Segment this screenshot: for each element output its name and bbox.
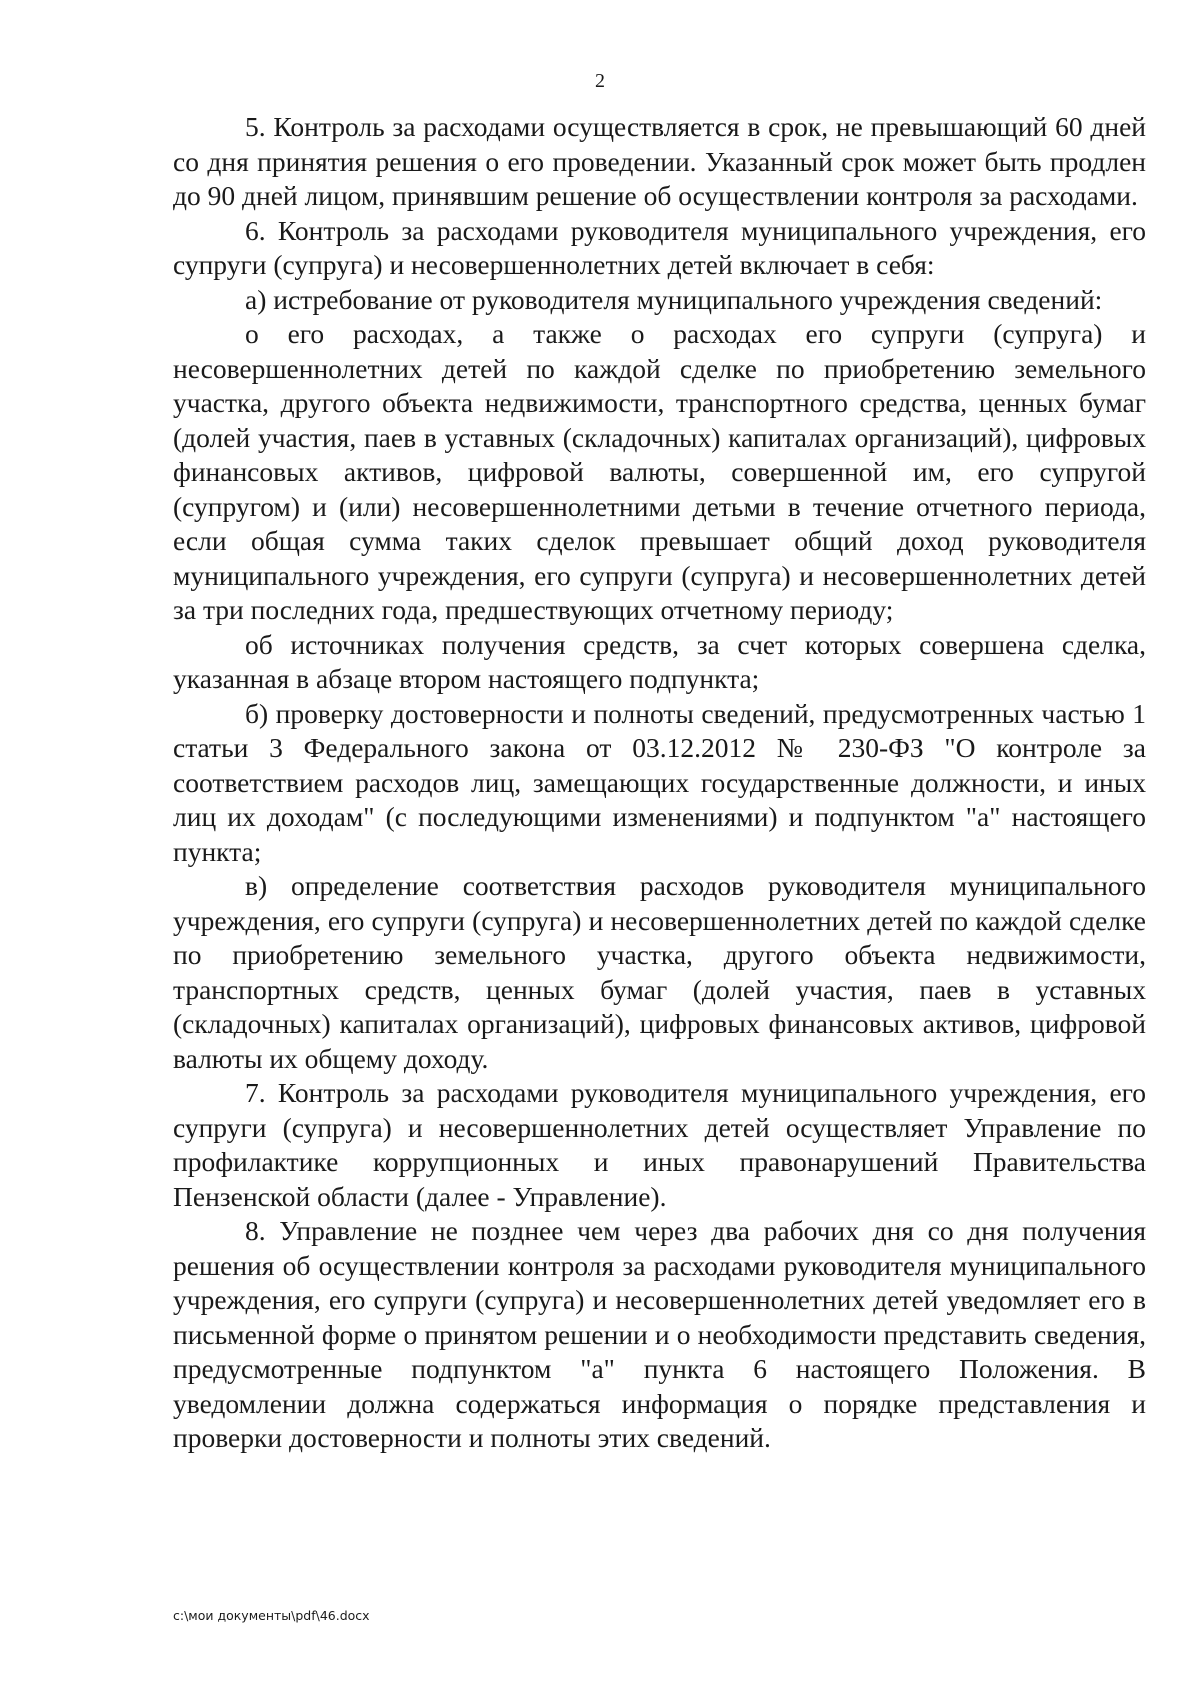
paragraph-7-authority: 7. Контроль за расходами руководителя муниципального учреждения, его супруги (супруга) и несовершеннолетних детей осуществляет Управление по профилактике коррупционных и иных правонарушений Правительства Пензенской области (далее - Управление). bbox=[173, 1077, 1146, 1212]
paragraph-5-control-term: 5. Контроль за расходами осуществляется в срок, не превышающий 60 дней со дня принятия решения о его проведении. Указанный срок может быть продлен до 90 дней лицом, принявшим решение об осуществлении контроля за расходами. bbox=[173, 111, 1146, 211]
subparagraph-a-request: а) истребование от руководителя муниципального учреждения сведений: bbox=[245, 283, 1103, 315]
footer-file-path: c:\мои документы\pdf\46.docx bbox=[173, 1608, 370, 1623]
subparagraph-a-expenses: о его расходах, а также о расходах его супруги (супруга) и несовершеннолетних детей по каждой сделке по приобретению земельного участка, другого объекта недвижимости, транспортного средства, ценных бумаг (долей участия, паев в уставных (складочных) капиталах организаций), цифровых финансовых активов, цифровой валюты, совершенной им, его супругой (супругом) и (или) несовершеннолетними детьми в течение отчетного периода, если общая сумма таких сделок превышает общий доход руководителя муниципального учреждения, его супруги (супруга) и несовершеннолетних детей за три последних года, предшествующих отчетному периоду; bbox=[173, 318, 1146, 625]
document-body bbox=[173, 110, 1146, 1456]
paragraph-6-control-scope: 6. Контроль за расходами руководителя муниципального учреждения, его супруги (супруга) и несовершеннолетних детей включает в себя: bbox=[173, 214, 1146, 280]
page-number: 2 bbox=[595, 70, 605, 92]
subparagraph-v-conformity: в) определение соответствия расходов руководителя муниципального учреждения, его супруги (супруга) и несовершеннолетних детей по каждой сделке по приобретению земельного участка, другого объекта недвижимости, транспортных средств, ценных бумаг (долей участия, паев в уставных (складочных) капиталах организаций), цифровых финансовых активов, цифровой валюты их общему доходу. bbox=[173, 870, 1146, 1074]
paragraph-8-notification: 8. Управление не позднее чем через два рабочих дня со дня получения решения об осуществлении контроля за расходами руководителя муниципального учреждения, его супруги (супруга) и несовершеннолетних детей уведомляет его в письменной форме о принятом решении и о необходимости представить сведения, предусмотренные подпунктом "а" пункта 6 настоящего Положения. В уведомлении должна содержаться информация о порядке представления и проверки достоверности и полноты этих сведений. bbox=[173, 1215, 1146, 1453]
subparagraph-a-sources: об источниках получения средств, за счет которых совершена сделка, указанная в абзаце втором настоящего подпункта; bbox=[173, 628, 1146, 694]
subparagraph-b-verification: б) проверку достоверности и полноты сведений, предусмотренных частью 1 статьи 3 Федерального закона от 03.12.2012 № 230-ФЗ "О контроле за соответствием расходов лиц, замещающих государственные должности, и иных лиц их доходам" (с последующими изменениями) и подпунктом "а" настоящего пункта; bbox=[173, 697, 1146, 867]
